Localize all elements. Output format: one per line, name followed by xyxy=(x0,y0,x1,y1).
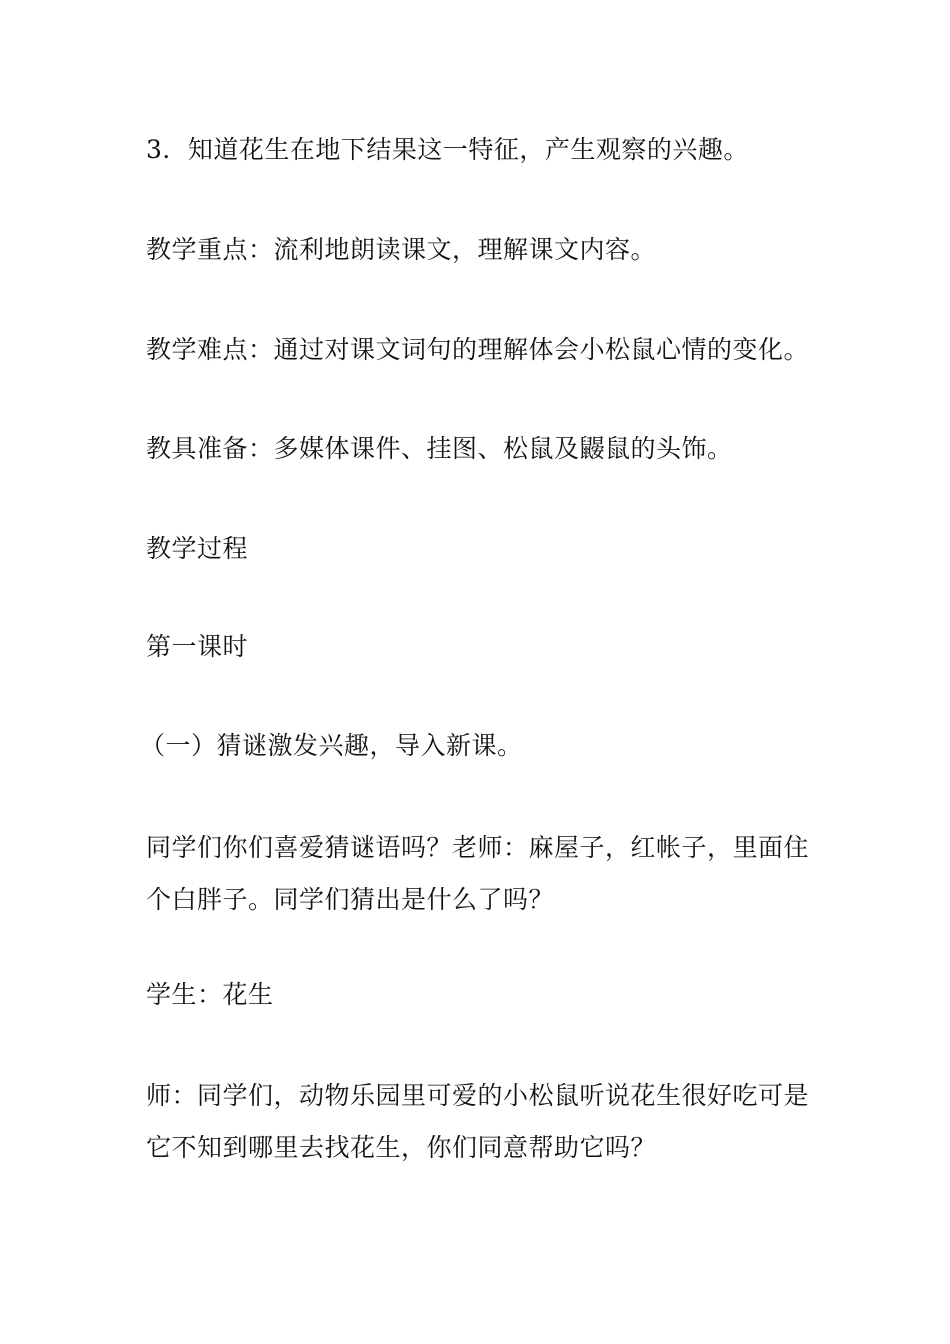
student-answer: 学生：花生 xyxy=(146,980,274,1009)
objective-3: 3．知道花生在地下结果这一特征，产生观察的兴趣。 xyxy=(146,135,749,164)
section-heading-process: 教学过程 xyxy=(146,534,249,563)
section-heading-first-lesson: 第一课时 xyxy=(146,632,249,661)
teacher-paragraph: 师：同学们，动物乐园里可爱的小松鼠听说花生很好吃可是它不知到哪里去找花生，你们同意帮助它吗？ xyxy=(146,1081,810,1162)
riddle-paragraph: 同学们你们喜爱猜谜语吗？老师：麻屋子，红帐子，里面住个白胖子。同学们猜出是什么了吗？ xyxy=(146,833,810,914)
step-1-heading: （一）猜谜激发兴趣，导入新课。 xyxy=(140,731,523,760)
teaching-aids: 教具准备：多媒体课件、挂图、松鼠及鼹鼠的头饰。 xyxy=(146,434,733,463)
teaching-difficulty: 教学难点：通过对课文词句的理解体会小松鼠心情的变化。 xyxy=(146,335,810,364)
teaching-focus: 教学重点：流利地朗读课文，理解课文内容。 xyxy=(146,235,657,264)
